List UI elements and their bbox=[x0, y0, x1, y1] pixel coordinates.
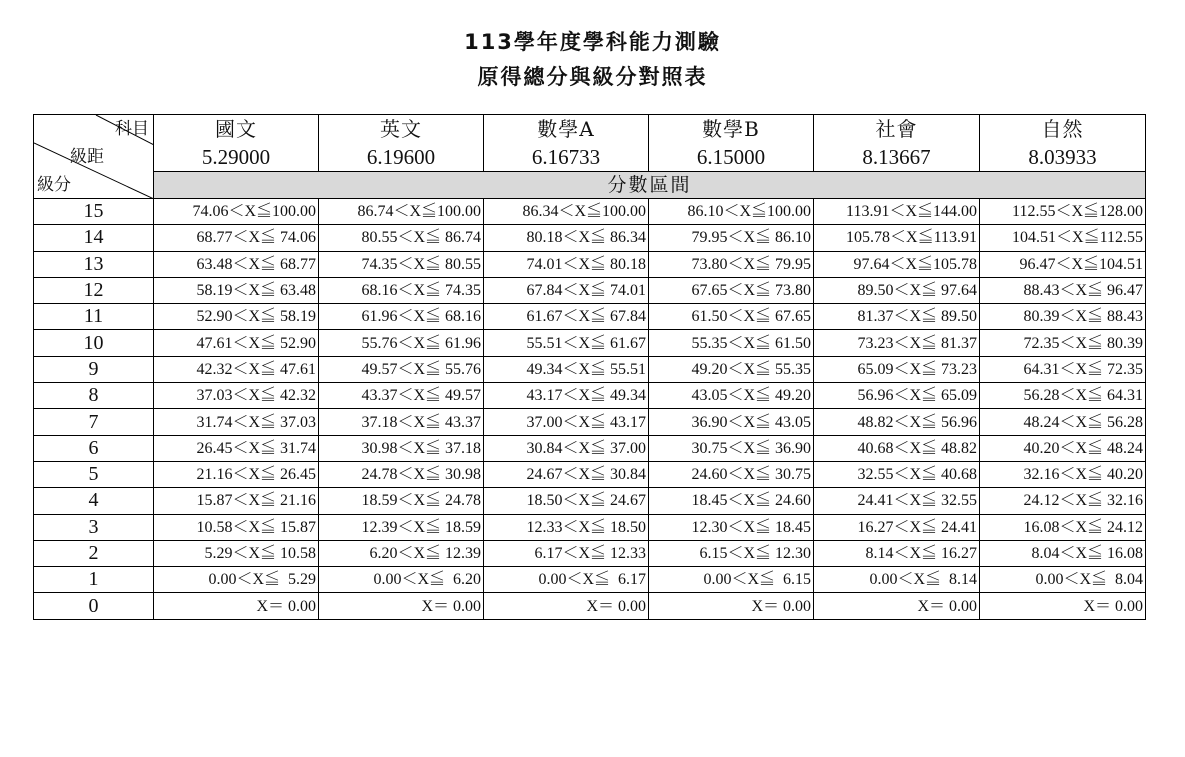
range-cell: 112.55＜X≦128.00 bbox=[980, 199, 1146, 225]
level-cell: 12 bbox=[34, 277, 154, 303]
subject-header: 數學A bbox=[484, 115, 649, 144]
range-cell: 49.57＜X≦ 55.76 bbox=[319, 356, 484, 382]
range-cell: 15.87＜X≦ 21.16 bbox=[154, 488, 319, 514]
table-row bbox=[34, 304, 1146, 330]
range-cell: 43.37＜X≦ 49.57 bbox=[319, 383, 484, 409]
level-cell: 2 bbox=[34, 540, 154, 566]
range-cell: 8.04＜X≦ 16.08 bbox=[980, 540, 1146, 566]
range-cell: 0.00＜X≦ 8.14 bbox=[814, 567, 980, 593]
table-row bbox=[34, 330, 1146, 356]
table-row bbox=[34, 567, 1146, 593]
corner-level-label: 級分 bbox=[37, 175, 71, 195]
range-cell: 18.59＜X≦ 24.78 bbox=[319, 488, 484, 514]
range-cell: 55.76＜X≦ 61.96 bbox=[319, 330, 484, 356]
range-cell: 37.18＜X≦ 43.37 bbox=[319, 409, 484, 435]
range-cell: 104.51＜X≦112.55 bbox=[980, 225, 1146, 251]
range-cell: 113.91＜X≦144.00 bbox=[814, 199, 980, 225]
level-cell: 1 bbox=[34, 567, 154, 593]
range-cell: 24.78＜X≦ 30.98 bbox=[319, 461, 484, 487]
range-cell: 55.51＜X≦ 61.67 bbox=[484, 330, 649, 356]
range-cell: 16.27＜X≦ 24.41 bbox=[814, 514, 980, 540]
table-row bbox=[34, 409, 1146, 435]
table-row bbox=[34, 514, 1146, 540]
level-cell: 7 bbox=[34, 409, 154, 435]
table-row bbox=[34, 435, 1146, 461]
table-row bbox=[34, 225, 1146, 251]
corner-subject-label: 科目 bbox=[115, 119, 149, 139]
table-row bbox=[34, 199, 1146, 225]
gap-value: 6.19600 bbox=[319, 143, 484, 172]
range-cell: 31.74＜X≦ 37.03 bbox=[154, 409, 319, 435]
table-row bbox=[34, 383, 1146, 409]
range-cell: 18.45＜X≦ 24.60 bbox=[649, 488, 814, 514]
range-cell: 72.35＜X≦ 80.39 bbox=[980, 330, 1146, 356]
range-cell: 86.10＜X≦100.00 bbox=[649, 199, 814, 225]
range-cell: 68.77＜X≦ 74.06 bbox=[154, 225, 319, 251]
page-subtitle: 原得總分與級分對照表 bbox=[477, 65, 708, 89]
level-cell: 3 bbox=[34, 514, 154, 540]
range-cell: 80.55＜X≦ 86.74 bbox=[319, 225, 484, 251]
range-cell: 40.68＜X≦ 48.82 bbox=[814, 435, 980, 461]
range-cell: 10.58＜X≦ 15.87 bbox=[154, 514, 319, 540]
range-cell: X＝ 0.00 bbox=[484, 593, 649, 619]
range-cell: 63.48＜X≦ 68.77 bbox=[154, 251, 319, 277]
gap-value: 5.29000 bbox=[154, 143, 319, 172]
level-cell: 10 bbox=[34, 330, 154, 356]
table-row bbox=[34, 461, 1146, 487]
range-cell: 24.60＜X≦ 30.75 bbox=[649, 461, 814, 487]
score-band-header: 分數區間 bbox=[154, 172, 1146, 199]
range-cell: 81.37＜X≦ 89.50 bbox=[814, 304, 980, 330]
range-cell: 0.00＜X≦ 6.17 bbox=[484, 567, 649, 593]
range-cell: 16.08＜X≦ 24.12 bbox=[980, 514, 1146, 540]
level-cell: 4 bbox=[34, 488, 154, 514]
range-cell: 47.61＜X≦ 52.90 bbox=[154, 330, 319, 356]
level-cell: 8 bbox=[34, 383, 154, 409]
range-cell: 32.16＜X≦ 40.20 bbox=[980, 461, 1146, 487]
range-cell: 61.67＜X≦ 67.84 bbox=[484, 304, 649, 330]
range-cell: 55.35＜X≦ 61.50 bbox=[649, 330, 814, 356]
range-cell: 61.96＜X≦ 68.16 bbox=[319, 304, 484, 330]
level-cell: 0 bbox=[34, 593, 154, 619]
range-cell: 40.20＜X≦ 48.24 bbox=[980, 435, 1146, 461]
range-cell: X＝ 0.00 bbox=[319, 593, 484, 619]
range-cell: X＝ 0.00 bbox=[980, 593, 1146, 619]
range-cell: 48.24＜X≦ 56.28 bbox=[980, 409, 1146, 435]
range-cell: 30.75＜X≦ 36.90 bbox=[649, 435, 814, 461]
range-cell: 97.64＜X≦105.78 bbox=[814, 251, 980, 277]
range-cell: 79.95＜X≦ 86.10 bbox=[649, 225, 814, 251]
range-cell: 68.16＜X≦ 74.35 bbox=[319, 277, 484, 303]
range-cell: 6.17＜X≦ 12.33 bbox=[484, 540, 649, 566]
range-cell: 24.41＜X≦ 32.55 bbox=[814, 488, 980, 514]
level-cell: 5 bbox=[34, 461, 154, 487]
range-cell: 32.55＜X≦ 40.68 bbox=[814, 461, 980, 487]
table-row bbox=[34, 251, 1146, 277]
range-cell: 24.67＜X≦ 30.84 bbox=[484, 461, 649, 487]
range-cell: 86.74＜X≦100.00 bbox=[319, 199, 484, 225]
range-cell: 56.28＜X≦ 64.31 bbox=[980, 383, 1146, 409]
level-cell: 15 bbox=[34, 199, 154, 225]
range-cell: 73.23＜X≦ 81.37 bbox=[814, 330, 980, 356]
range-cell: 37.03＜X≦ 42.32 bbox=[154, 383, 319, 409]
range-cell: 52.90＜X≦ 58.19 bbox=[154, 304, 319, 330]
range-cell: 67.84＜X≦ 74.01 bbox=[484, 277, 649, 303]
gap-value: 6.16733 bbox=[484, 143, 649, 172]
range-cell: 61.50＜X≦ 67.65 bbox=[649, 304, 814, 330]
range-cell: 67.65＜X≦ 73.80 bbox=[649, 277, 814, 303]
range-cell: 86.34＜X≦100.00 bbox=[484, 199, 649, 225]
range-cell: 6.20＜X≦ 12.39 bbox=[319, 540, 484, 566]
range-cell: 89.50＜X≦ 97.64 bbox=[814, 277, 980, 303]
subject-header: 數學B bbox=[649, 115, 814, 144]
subject-header: 社會 bbox=[814, 115, 980, 144]
range-cell: X＝ 0.00 bbox=[649, 593, 814, 619]
range-cell: 42.32＜X≦ 47.61 bbox=[154, 356, 319, 382]
table-row bbox=[34, 277, 1146, 303]
corner-gap-label: 級距 bbox=[70, 147, 104, 167]
range-cell: 36.90＜X≦ 43.05 bbox=[649, 409, 814, 435]
range-cell: 24.12＜X≦ 32.16 bbox=[980, 488, 1146, 514]
range-cell: 21.16＜X≦ 26.45 bbox=[154, 461, 319, 487]
range-cell: 6.15＜X≦ 12.30 bbox=[649, 540, 814, 566]
level-cell: 11 bbox=[34, 304, 154, 330]
corner-header-cell bbox=[34, 115, 154, 199]
range-cell: 105.78＜X≦113.91 bbox=[814, 225, 980, 251]
level-cell: 14 bbox=[34, 225, 154, 251]
range-cell: X＝ 0.00 bbox=[814, 593, 980, 619]
range-cell: 30.84＜X≦ 37.00 bbox=[484, 435, 649, 461]
range-cell: 65.09＜X≦ 73.23 bbox=[814, 356, 980, 382]
range-cell: 12.39＜X≦ 18.59 bbox=[319, 514, 484, 540]
range-cell: 43.17＜X≦ 49.34 bbox=[484, 383, 649, 409]
range-cell: 12.33＜X≦ 18.50 bbox=[484, 514, 649, 540]
subject-header: 英文 bbox=[319, 115, 484, 144]
gap-value: 8.13667 bbox=[814, 143, 980, 172]
range-cell: 73.80＜X≦ 79.95 bbox=[649, 251, 814, 277]
range-cell: X＝ 0.00 bbox=[154, 593, 319, 619]
range-cell: 49.20＜X≦ 55.35 bbox=[649, 356, 814, 382]
range-cell: 48.82＜X≦ 56.96 bbox=[814, 409, 980, 435]
range-cell: 64.31＜X≦ 72.35 bbox=[980, 356, 1146, 382]
table-row bbox=[34, 540, 1146, 566]
range-cell: 0.00＜X≦ 8.04 bbox=[980, 567, 1146, 593]
range-cell: 12.30＜X≦ 18.45 bbox=[649, 514, 814, 540]
range-cell: 49.34＜X≦ 55.51 bbox=[484, 356, 649, 382]
range-cell: 96.47＜X≦104.51 bbox=[980, 251, 1146, 277]
range-cell: 0.00＜X≦ 5.29 bbox=[154, 567, 319, 593]
range-cell: 58.19＜X≦ 63.48 bbox=[154, 277, 319, 303]
range-cell: 0.00＜X≦ 6.20 bbox=[319, 567, 484, 593]
level-cell: 9 bbox=[34, 356, 154, 382]
range-cell: 5.29＜X≦ 10.58 bbox=[154, 540, 319, 566]
subject-header: 自然 bbox=[980, 115, 1146, 144]
level-cell: 13 bbox=[34, 251, 154, 277]
table-row bbox=[34, 356, 1146, 382]
range-cell: 37.00＜X≦ 43.17 bbox=[484, 409, 649, 435]
level-cell: 6 bbox=[34, 435, 154, 461]
range-cell: 0.00＜X≦ 6.15 bbox=[649, 567, 814, 593]
range-cell: 80.39＜X≦ 88.43 bbox=[980, 304, 1146, 330]
gap-value: 8.03933 bbox=[980, 143, 1146, 172]
range-cell: 30.98＜X≦ 37.18 bbox=[319, 435, 484, 461]
page-title: 113學年度學科能力測驗 bbox=[464, 30, 721, 54]
range-cell: 88.43＜X≦ 96.47 bbox=[980, 277, 1146, 303]
score-conversion-table bbox=[33, 114, 1146, 620]
range-cell: 26.45＜X≦ 31.74 bbox=[154, 435, 319, 461]
subject-header: 國文 bbox=[154, 115, 319, 144]
range-cell: 80.18＜X≦ 86.34 bbox=[484, 225, 649, 251]
range-cell: 43.05＜X≦ 49.20 bbox=[649, 383, 814, 409]
range-cell: 74.06＜X≦100.00 bbox=[154, 199, 319, 225]
range-cell: 74.35＜X≦ 80.55 bbox=[319, 251, 484, 277]
range-cell: 56.96＜X≦ 65.09 bbox=[814, 383, 980, 409]
range-cell: 8.14＜X≦ 16.27 bbox=[814, 540, 980, 566]
table-row bbox=[34, 488, 1146, 514]
gap-value: 6.15000 bbox=[649, 143, 814, 172]
range-cell: 74.01＜X≦ 80.18 bbox=[484, 251, 649, 277]
table-row bbox=[34, 593, 1146, 619]
range-cell: 18.50＜X≦ 24.67 bbox=[484, 488, 649, 514]
